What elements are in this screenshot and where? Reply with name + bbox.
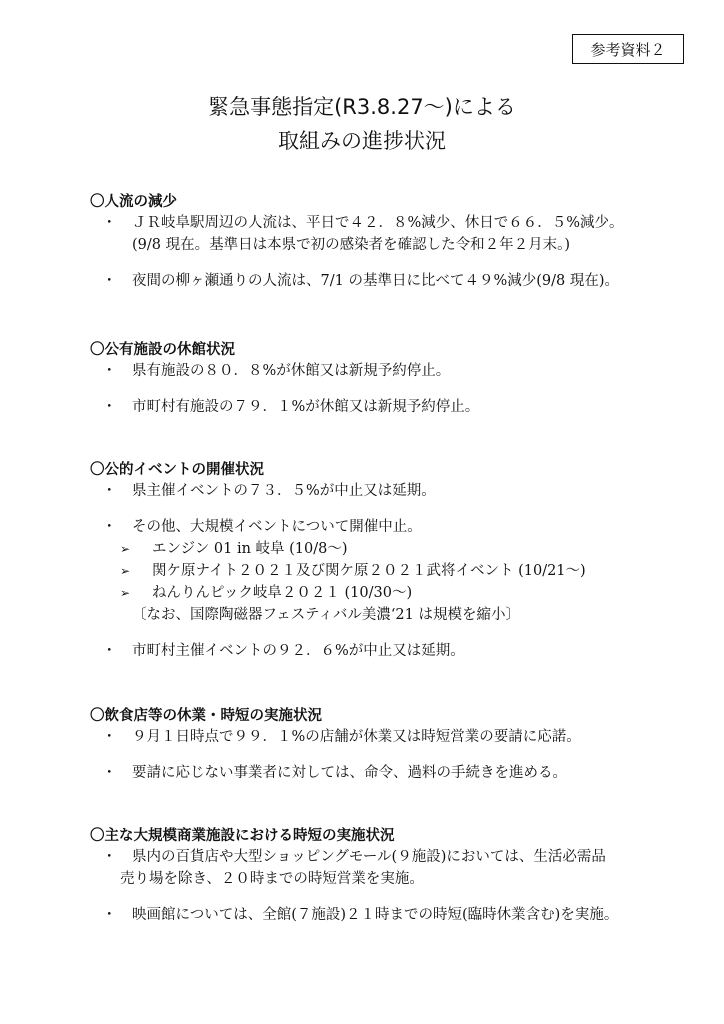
section-commercial-facilities: [90, 826, 690, 926]
bullet-mark: ・: [102, 907, 117, 923]
list-item: [90, 516, 690, 538]
item-continuation: 売り場を除き、２０時までの時短営業を実施。: [120, 871, 424, 887]
section-heading: 〇主な大規模商業施設における時短の実施状況: [90, 828, 395, 844]
list-item: [90, 846, 690, 868]
item-text: 市町村有施設の７９．１%が休館又は新規予約停止。: [132, 399, 480, 415]
section-heading: 〇公有施設の休館状況: [90, 342, 235, 358]
title-line-1: 緊急事態指定(R3.8.27～)による: [208, 95, 516, 119]
title-line-2: 取組みの進捗状況: [278, 129, 446, 153]
item-text: 映画館については、全館(７施設)２１時までの時短(臨時休業含む)を実施。: [132, 907, 619, 923]
bullet-mark: ・: [102, 643, 117, 659]
bullet-mark: ・: [102, 483, 117, 499]
reference-material-label: 参考資料２: [572, 34, 684, 64]
sub-list-item: [90, 538, 690, 560]
sub-list-item: [90, 560, 690, 582]
list-item: [90, 762, 690, 784]
sub-item-text: 関ケ原ナイト２０２１及び関ケ原２０２１武将イベント (10/21～): [152, 563, 586, 579]
section-public-facilities: [90, 340, 690, 418]
item-text: ９月１日時点で９９．１%の店舗が休業又は時短営業の要請に応諾。: [132, 729, 581, 745]
arrow-bullet-icon: ➢: [120, 564, 131, 578]
bullet-mark: ・: [102, 519, 117, 535]
section-heading: 〇人流の減少: [90, 194, 177, 210]
item-text: ＪＲ岐阜駅周辺の人流は、平日で４２．８%減少、休日で６６．５%減少。: [132, 215, 624, 231]
section-restaurants: [90, 706, 690, 784]
list-item: [90, 904, 690, 926]
bullet-mark: ・: [102, 215, 117, 231]
bullet-mark: ・: [102, 765, 117, 781]
arrow-bullet-icon: ➢: [120, 542, 131, 556]
list-item: [90, 396, 690, 418]
sub-item-text: エンジン 01 in 岐阜 (10/8～): [152, 541, 348, 557]
section-people-flow: [90, 192, 690, 292]
bullet-mark: ・: [102, 399, 117, 415]
item-text: その他、大規模イベントについて開催中止。: [132, 519, 422, 535]
list-item: [90, 212, 690, 234]
list-item: [90, 270, 690, 292]
item-text: 要請に応じない事業者に対しては、命令、過料の手続きを進める。: [132, 765, 567, 781]
section-public-events: [90, 460, 690, 662]
section-heading: 〇公的イベントの開催状況: [90, 462, 264, 478]
bullet-mark: ・: [102, 729, 117, 745]
item-text: 市町村主催イベントの９２．６%が中止又は延期。: [132, 643, 465, 659]
list-item: [90, 640, 690, 662]
item-text: 県主催イベントの７３．５%が中止又は延期。: [132, 483, 436, 499]
item-text: 県内の百貨店や大型ショッピングモール(９施設)においては、生活必需品: [132, 849, 606, 865]
section-heading: 〇飲食店等の休業・時短の実施状況: [90, 708, 322, 724]
item-text: 県有施設の８０．８%が休館又は新規予約停止。: [132, 363, 451, 379]
item-continuation: (9/8 現在。基準日は本県で初の感染者を確認した令和２年２月末。): [132, 237, 571, 253]
item-text: 夜間の柳ヶ瀬通りの人流は、7/1 の基準日に比べて４９%減少(9/8 現在)。: [132, 273, 619, 289]
sub-item-text: ねんりんピック岐阜２０２１ (10/30～): [152, 585, 413, 601]
list-item: [90, 480, 690, 502]
bullet-mark: ・: [102, 273, 117, 289]
sub-list-item: [90, 582, 690, 604]
list-item: [90, 360, 690, 382]
list-item: [90, 726, 690, 748]
event-note: 〔なお、国際陶磁器フェスティバル美濃‘21 は規模を縮小〕: [132, 607, 520, 623]
page-title: [0, 90, 724, 158]
bullet-mark: ・: [102, 363, 117, 379]
arrow-bullet-icon: ➢: [120, 586, 131, 600]
bullet-mark: ・: [102, 849, 117, 865]
